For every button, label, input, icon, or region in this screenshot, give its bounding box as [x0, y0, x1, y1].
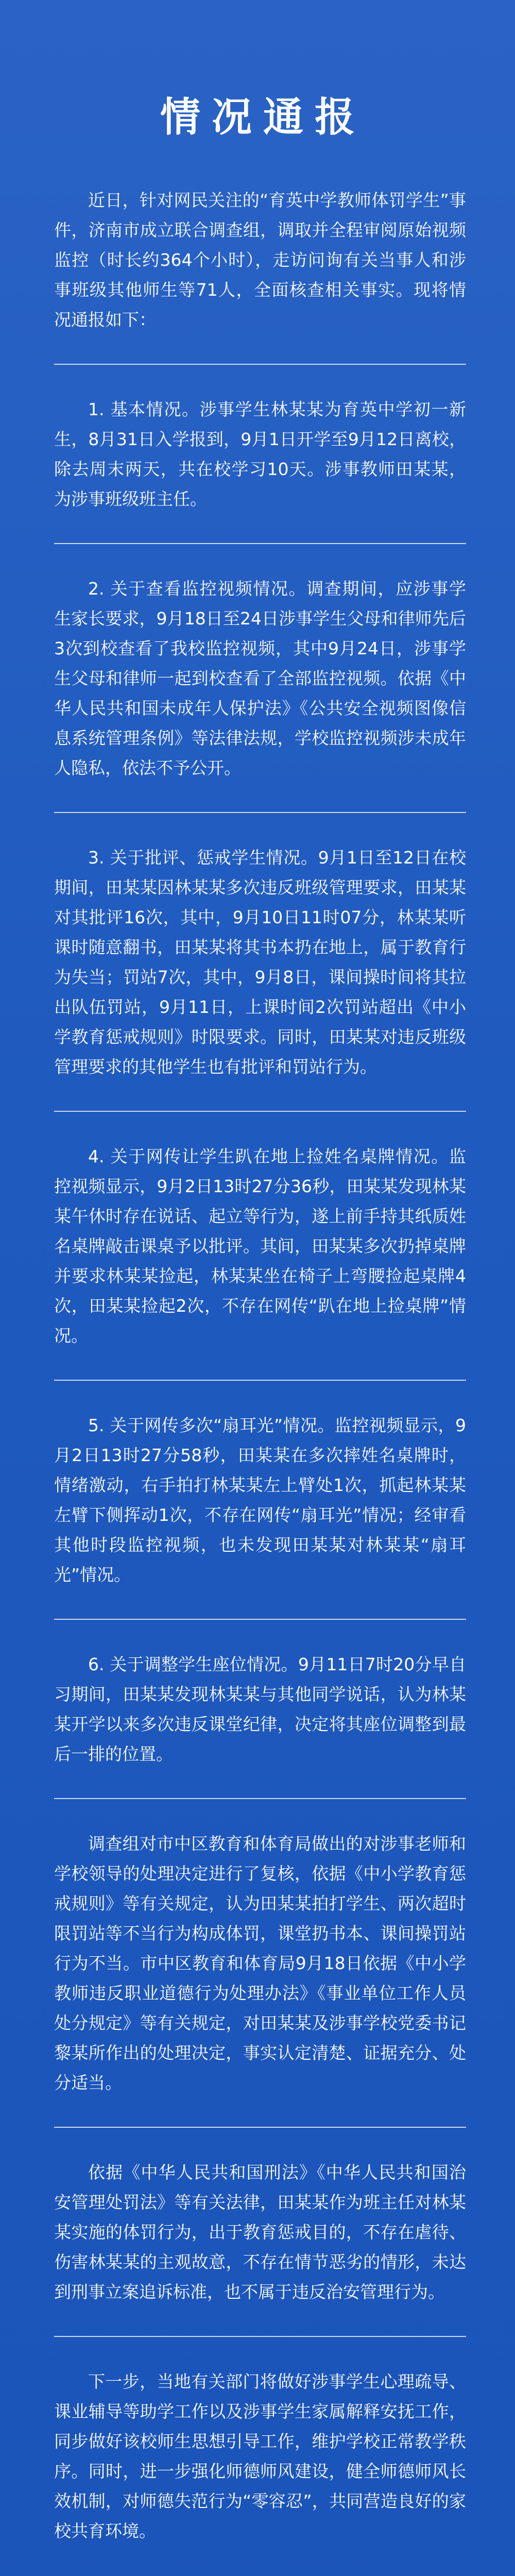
section-divider [54, 1619, 466, 1620]
section-divider [54, 1111, 466, 1112]
notice-body [54, 185, 466, 2576]
section-divider [54, 812, 466, 813]
section-seat-change: 6. 关于调整学生座位情况。9月11日7时20分早自习期间，田某某发现林某某与其他同学说话，认为林某某开学以来多次违反课堂纪律，决定将其座位调整到最后一排的位置。 [54, 1654, 466, 1764]
section-name-card: 4. 关于网传让学生趴在地上捡姓名桌牌情况。监控视频显示，9月2日13时27分36秒，田某某发现林某某午休时存在说话、起立等行为，遂上前手持其纸质姓名桌牌敲击课桌予以批评。其间，田某某多次扔掉桌牌并要求林某某捡起，林某某坐在椅子上弯腰捡起桌牌4次，田某某捡起2次，不存在网传“趴在地上捡桌牌”情况。 [54, 1146, 466, 1346]
page-title: 情况通报 [160, 94, 366, 141]
section-divider [54, 543, 466, 544]
section-slapping: 5. 关于网传多次“扇耳光”情况。监控视频显示，9月2日13时27分58秒，田某某在多次摔姓名桌牌时，情绪激动，右手拍打林某某左上臂处1次，抓起林某某左臂下侧挥动1次，不存在网传“扇耳光”情况；经审看其他时段监控视频，也未发现田某某对林某某“扇耳光”情况。 [54, 1415, 466, 1585]
intro-paragraph: 近日，针对网民关注的“育英中学教师体罚学生”事件，济南市成立联合调查组，调取并全程审阅原始视频监控（时长约364个小时），走访问询有关当事人和涉事班级其他师生等71人，全面核查相关事实。现将情况通报如下： [54, 190, 466, 330]
next-steps-paragraph: 下一步，当地有关部门将做好涉事学生心理疏导、课业辅导等助学工作以及涉事学生家属解释安抚工作，同步做好该校师生思想引导工作，维护学校正常教学秩序。同时，进一步强化师德师风建设，健全师德师风长效机制，对师德失范行为“零容忍”，共同营造良好的家校共育环境。 [54, 2371, 466, 2541]
section-divider [54, 1380, 466, 1381]
section-divider [54, 2336, 466, 2337]
review-paragraph: 调查组对市中区教育和体育局做出的对涉事老师和学校领导的处理决定进行了复核，依据《中小学教育惩戒规则》等有关规定，认为田某某拍打学生、两次超时限罚站等不当行为构成体罚，课堂扔书本、课间操罚站行为不当。市中区教育和体育局9月18日依据《中小学教师违反职业道德行为处理办法》《事业单位工作人员处分规定》等有关规定，对田某某及涉事学校党委书记黎某所作出的处理决定，事实认定清楚、证据充分、处分适当。 [54, 1834, 466, 2093]
section-video-review: 2. 关于查看监控视频情况。调查期间，应涉事学生家长要求，9月18日至24日涉事学生父母和律师先后3次到校查看了我校监控视频，其中9月24日，涉事学生父母和律师一起到校查看了全部监控视频。依据《中华人民共和国未成年人保护法》《公共安全视频图像信息系统管理条例》等法律法规，学校监控视频涉未成年人隐私，依法不予公开。 [54, 579, 466, 778]
section-divider [54, 1798, 466, 1799]
section-divider [54, 364, 466, 365]
section-discipline: 3. 关于批评、惩戒学生情况。9月1日至12日在校期间，田某某因林某某多次违反班级管理要求，田某某对其批评16次，其中，9月10日11时07分，林某某听课时随意翻书，田某某将其书本扔在地上，属于教育行为失当；罚站7次，其中，9月8日，课间操时间将其拉出队伍罚站，9月11日，上课时间2次罚站超出《中小学教育惩戒规则》时限要求。同时，田某某对违反班级管理要求的其他学生也有批评和罚站行为。 [54, 848, 466, 1077]
section-basic-info: 1. 基本情况。涉事学生林某某为育英中学初一新生，8月31日入学报到，9月1日开学至9月12日离校，除去周末两天，共在校学习10天。涉事教师田某某，为涉事班级班主任。 [54, 399, 466, 509]
legal-paragraph: 依据《中华人民共和国刑法》《中华人民共和国治安管理处罚法》等有关法律，田某某作为班主任对林某某实施的体罚行为，出于教育惩戒目的，不存在虐待、伤害林某某的主观故意，不存在情节恶劣的情形，未达到刑事立案追诉标准，也不属于违反治安管理行为。 [54, 2162, 466, 2302]
section-divider [54, 2127, 466, 2128]
